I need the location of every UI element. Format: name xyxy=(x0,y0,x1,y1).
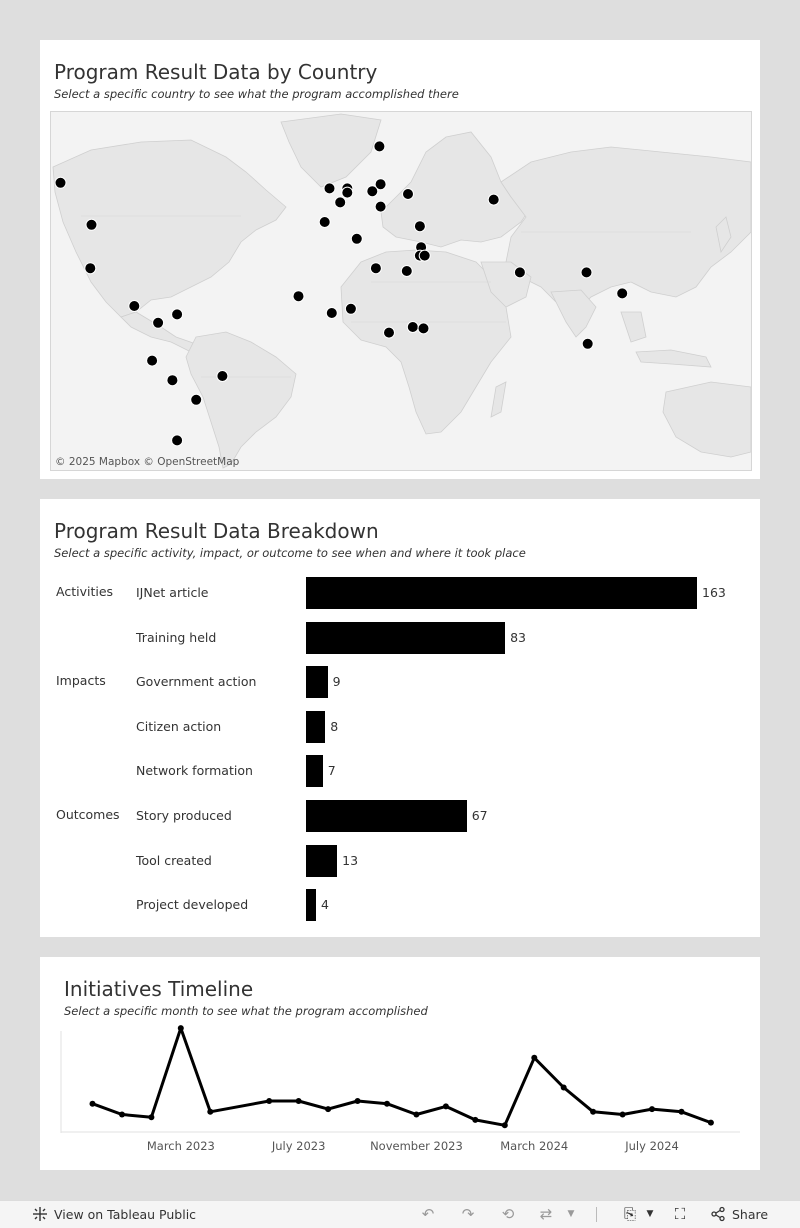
map-point[interactable] xyxy=(86,219,97,230)
refresh-icon[interactable]: ⇄ xyxy=(539,1205,553,1223)
map-point[interactable] xyxy=(345,303,356,314)
timeline-point[interactable] xyxy=(649,1106,655,1112)
breakdown-subtitle: Select a specific activity, impact, or outcome to see when and where it took place xyxy=(54,546,526,560)
land-africa xyxy=(341,250,511,434)
timeline-point[interactable] xyxy=(620,1112,626,1118)
toolbar-divider xyxy=(596,1207,597,1222)
bar-value-label: 7 xyxy=(327,763,336,779)
timeline-point[interactable] xyxy=(266,1098,272,1104)
timeline-point[interactable] xyxy=(531,1055,537,1061)
timeline-series-line xyxy=(93,1028,711,1125)
land-greenland xyxy=(281,114,381,187)
bar[interactable] xyxy=(306,666,328,698)
share-button[interactable] xyxy=(710,1206,768,1222)
bar-row-label[interactable]: Project developed xyxy=(136,897,249,913)
bar[interactable] xyxy=(306,711,325,743)
share-label: Share xyxy=(732,1206,769,1222)
timeline-tick-label: March 2024 xyxy=(500,1139,569,1153)
timeline-card xyxy=(40,957,760,1170)
bar-row-label[interactable]: Tool created xyxy=(136,852,212,868)
map-point[interactable] xyxy=(153,317,164,328)
group-label: Activities xyxy=(56,584,114,599)
land-australia xyxy=(663,382,751,457)
timeline-point[interactable] xyxy=(384,1101,390,1107)
group-label: Impacts xyxy=(56,673,106,689)
download-dropdown-icon[interactable]: ▼ xyxy=(646,1209,654,1219)
map-point[interactable] xyxy=(167,375,178,386)
map-card xyxy=(40,40,760,479)
bar[interactable] xyxy=(306,889,316,921)
map-point[interactable] xyxy=(370,263,381,274)
refresh-dropdown-icon[interactable]: ▼ xyxy=(567,1209,575,1219)
map-point[interactable] xyxy=(419,250,430,261)
timeline-point[interactable] xyxy=(561,1085,567,1091)
land-asia xyxy=(501,147,751,312)
bar-value-label: 9 xyxy=(332,674,341,690)
map-point[interactable] xyxy=(217,371,228,382)
map-point[interactable] xyxy=(514,267,525,278)
map-point[interactable] xyxy=(342,187,353,198)
timeline-point[interactable] xyxy=(502,1122,508,1128)
bar-value-label: 13 xyxy=(342,852,359,868)
fullscreen-icon[interactable]: ⛶ xyxy=(674,1205,686,1223)
timeline-point[interactable] xyxy=(207,1109,213,1115)
timeline-title: Initiatives Timeline xyxy=(64,977,254,1001)
view-on-tableau-button[interactable] xyxy=(32,1206,196,1222)
download-icon[interactable]: ⎘ xyxy=(623,1205,636,1223)
timeline-point[interactable] xyxy=(296,1098,302,1104)
bar-row-label[interactable]: Citizen action xyxy=(136,718,222,734)
view-on-tableau-label: View on Tableau Public xyxy=(54,1206,197,1222)
bar-row-label[interactable]: Story produced xyxy=(136,808,232,823)
map-point[interactable] xyxy=(414,221,425,232)
redo-icon[interactable]: ↷ xyxy=(461,1205,475,1223)
group-label: Outcomes xyxy=(56,807,120,822)
bar-row-label[interactable]: Network formation xyxy=(136,763,253,779)
map-point[interactable] xyxy=(129,301,140,312)
bar-value-label: 163 xyxy=(702,585,726,600)
timeline-point[interactable] xyxy=(355,1098,361,1104)
timeline-point[interactable] xyxy=(679,1109,685,1115)
map-point[interactable] xyxy=(191,394,202,405)
tableau-toolbar xyxy=(0,1200,800,1228)
timeline-tick-label: July 2024 xyxy=(625,1139,679,1153)
bar-value-label: 8 xyxy=(330,718,339,734)
bar[interactable] xyxy=(306,800,467,832)
timeline-point[interactable] xyxy=(119,1112,125,1118)
bar-row-label[interactable]: Training held xyxy=(136,629,217,645)
map-point[interactable] xyxy=(418,323,429,334)
timeline-point[interactable] xyxy=(178,1025,184,1031)
bar-row-label[interactable]: IJNet article xyxy=(136,585,209,600)
map-point[interactable] xyxy=(293,291,304,302)
map-point[interactable] xyxy=(581,267,592,278)
timeline-points[interactable] xyxy=(90,1025,714,1128)
timeline-tick-label: November 2023 xyxy=(370,1139,463,1153)
map-attribution: © 2025 Mapbox © OpenStreetMap xyxy=(55,456,240,468)
revert-icon[interactable]: ⟲ xyxy=(501,1205,515,1223)
timeline-point[interactable] xyxy=(148,1114,154,1120)
breakdown-title: Program Result Data Breakdown xyxy=(54,519,379,543)
tableau-logo-icon xyxy=(32,1206,48,1222)
map-point[interactable] xyxy=(401,266,412,277)
map-point[interactable] xyxy=(375,179,386,190)
timeline-point[interactable] xyxy=(590,1109,596,1115)
map-point[interactable] xyxy=(85,263,96,274)
timeline-point[interactable] xyxy=(325,1106,331,1112)
bar[interactable] xyxy=(306,622,505,654)
bar-value-label: 4 xyxy=(321,897,329,913)
bar-value-label: 83 xyxy=(510,629,526,645)
timeline-tick-label: July 2023 xyxy=(271,1139,326,1153)
land-south-america xyxy=(186,332,296,468)
map-point[interactable] xyxy=(172,309,183,320)
map-point[interactable] xyxy=(326,308,337,319)
map-point[interactable] xyxy=(172,435,183,446)
bar[interactable] xyxy=(306,755,323,787)
map-point[interactable] xyxy=(374,141,385,152)
breakdown-card xyxy=(40,499,760,937)
bar[interactable] xyxy=(306,845,337,877)
timeline-point[interactable] xyxy=(443,1103,449,1109)
land-indonesia xyxy=(636,350,711,367)
map-point[interactable] xyxy=(375,201,386,212)
map-point[interactable] xyxy=(324,183,335,194)
bar-value-label: 67 xyxy=(471,808,488,823)
map-point[interactable] xyxy=(407,322,418,333)
timeline-subtitle: Select a specific month to see what the program accomplished xyxy=(64,1004,428,1018)
map-title: Program Result Data by Country xyxy=(54,60,378,84)
map-point[interactable] xyxy=(582,338,593,349)
bar[interactable] xyxy=(306,577,697,609)
timeline-point[interactable] xyxy=(708,1120,714,1126)
map-point[interactable] xyxy=(617,288,628,299)
land-masses xyxy=(53,114,751,468)
timeline-point[interactable] xyxy=(90,1101,96,1107)
map-subtitle: Select a specific country to see what the program accomplished there xyxy=(54,87,459,101)
map-point[interactable] xyxy=(335,197,346,208)
world-map-svg[interactable] xyxy=(51,112,751,470)
land-madagascar xyxy=(491,382,506,417)
timeline-point[interactable] xyxy=(413,1112,419,1118)
map-point[interactable] xyxy=(147,355,158,366)
land-southeast-asia xyxy=(621,312,646,342)
share-icon xyxy=(710,1206,726,1222)
world-map[interactable] xyxy=(50,111,752,471)
map-point[interactable] xyxy=(55,177,66,188)
timeline-tick-label: March 2023 xyxy=(146,1139,215,1153)
undo-icon[interactable]: ↶ xyxy=(421,1205,435,1223)
bar-row-label[interactable]: Government action xyxy=(136,674,257,690)
timeline-point[interactable] xyxy=(472,1117,478,1123)
map-point[interactable] xyxy=(384,327,395,338)
map-point[interactable] xyxy=(488,194,499,205)
map-point[interactable] xyxy=(351,233,362,244)
map-point[interactable] xyxy=(319,217,330,228)
map-point[interactable] xyxy=(403,189,414,200)
